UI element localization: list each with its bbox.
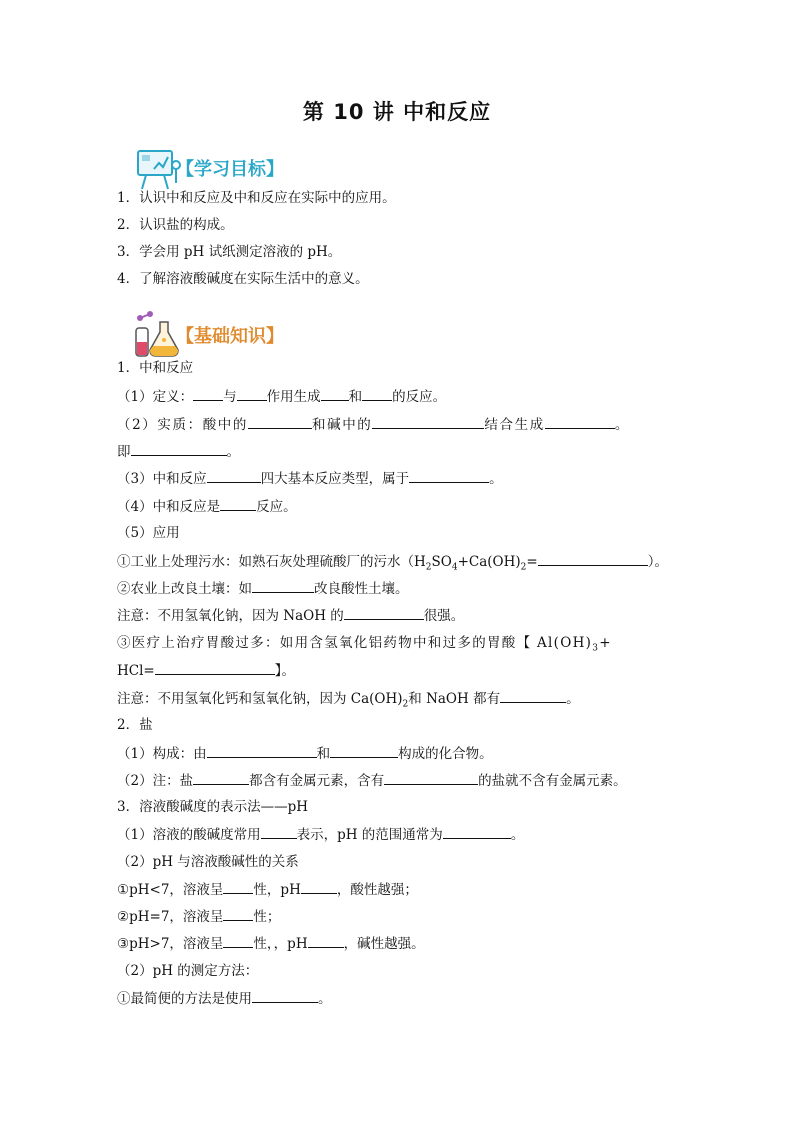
definition-line: （1）定义： 与 作用生成 和 的反应。	[117, 386, 684, 407]
basic-knowledge-label: 【基础知识】	[176, 326, 284, 347]
fill-blank[interactable]	[252, 988, 318, 1003]
fill-blank[interactable]	[384, 770, 478, 785]
ph-definition: （1）溶液的酸碱度常用 表示，pH 的范围通常为 。	[117, 824, 684, 845]
note-line: 注意：不用氢氧化钙和氢氧化钠，因为 $Ca(OH)_2$和 NaOH 都有 。	[117, 688, 684, 715]
heat-line: （4）中和反应是 反应。	[117, 496, 684, 517]
salt-note: （2）注：盐 都含有金属元素，含有 的盐就不含有金属元素。	[117, 770, 684, 791]
basic-knowledge-header	[132, 310, 284, 360]
fill-blank[interactable]	[223, 933, 253, 948]
fill-blank[interactable]	[207, 743, 317, 758]
ph-method-heading: （2）pH 的测定方法：	[117, 963, 259, 979]
fill-blank[interactable]	[443, 824, 511, 839]
note-line: 注意：不用氢氧化钠，因为 NaOH 的 很强。	[117, 605, 684, 626]
goal-item: 2．认识盐的构成。	[117, 217, 234, 233]
ph-acidic-line: ①pH<7，溶液呈 性，pH ，酸性越强；	[117, 879, 684, 900]
ph-basic-line: ③pH>7，溶液呈 性，，pH ，碱性越强。	[117, 933, 684, 954]
fill-blank[interactable]	[330, 743, 398, 758]
fill-blank[interactable]	[261, 824, 297, 839]
learning-goals-label: 【学习目标】	[176, 159, 284, 180]
fill-blank[interactable]	[155, 660, 275, 675]
fill-blank[interactable]	[207, 468, 261, 483]
essence-line: （2）实质：酸中的 和碱中的 结合生成 。	[117, 414, 684, 435]
salt-composition: （1）构成：由 和 构成的化合物。	[117, 743, 684, 764]
fill-blank[interactable]	[538, 551, 648, 566]
fill-blank[interactable]	[372, 414, 484, 429]
fill-blank[interactable]	[321, 386, 349, 401]
ph-neutral-line: ②pH=7，溶液呈 性；	[117, 906, 684, 927]
reaction-type-line: （3）中和反应 四大基本反应类型，属于 。	[117, 468, 684, 489]
fill-blank[interactable]	[344, 605, 424, 620]
fill-blank[interactable]	[237, 386, 267, 401]
fill-blank[interactable]	[301, 879, 337, 894]
fill-blank[interactable]	[223, 879, 253, 894]
fill-blank[interactable]	[362, 386, 392, 401]
medical-application: ③医疗上治疗胃酸过多：如用含氢氧化铝药物中和过多的胃酸【 $Al(OH)_3+$	[117, 635, 612, 654]
fill-blank[interactable]	[500, 688, 566, 703]
learning-goals-header	[132, 143, 284, 193]
goal-item: 4．了解溶液酸碱度在实际生活中的意义。	[117, 271, 369, 287]
fill-blank[interactable]	[308, 933, 344, 948]
goal-item: 1．认识中和反应及中和反应在实际中的应用。	[117, 190, 396, 206]
fill-blank[interactable]	[220, 496, 256, 511]
medical-equation: HCl= 】。	[117, 660, 684, 681]
fill-blank[interactable]	[193, 770, 249, 785]
ph-relation-heading: （2）pH 与溶液酸碱性的关系	[117, 854, 299, 870]
fill-blank[interactable]	[131, 441, 227, 456]
fill-blank[interactable]	[545, 414, 615, 429]
fill-blank[interactable]	[252, 578, 314, 593]
page-title: 第 10 讲 中和反应	[302, 100, 492, 124]
section-heading: 2．盐	[117, 717, 153, 733]
essence-continuation: 即 。	[117, 441, 684, 462]
ph-method-line: ①最简便的方法是使用 。	[117, 988, 684, 1009]
application-heading: （5）应用	[117, 525, 180, 541]
agriculture-application: ②农业上改良土壤：如 改良酸性土壤。	[117, 578, 684, 599]
goal-item: 3．学会用 pH 试纸测定溶液的 pH。	[117, 244, 342, 260]
fill-blank[interactable]	[409, 468, 489, 483]
section-heading: 1．中和反应	[117, 360, 194, 376]
industry-application: ①工业上处理污水：如熟石灰处理硫酸厂的污水（$H_2SO_4+Ca(OH)_2=$ ）。	[117, 551, 684, 578]
fill-blank[interactable]	[193, 386, 223, 401]
fill-blank[interactable]	[223, 906, 253, 921]
fill-blank[interactable]	[248, 414, 312, 429]
section-heading: 3．溶液酸碱度的表示法——pH	[117, 799, 309, 815]
